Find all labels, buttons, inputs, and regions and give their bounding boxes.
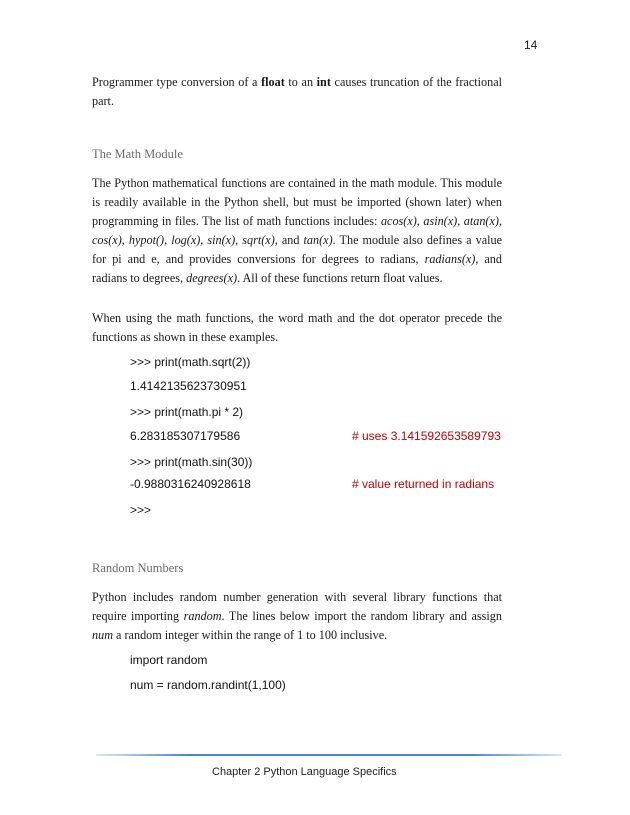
code-line: import random: [130, 653, 208, 667]
footer-divider: [96, 754, 562, 756]
random-p1-word-num: num: [92, 628, 113, 642]
math-p1-text-1: The Python mathematical functions are contained in the math module. This module is readily available in the Python shell, but must be imported (shown later) when programming in files. The list of math functions includes:: [92, 176, 502, 228]
code-line: >>>: [130, 503, 152, 517]
intro-keyword-float: float: [261, 75, 285, 89]
code-line: -0.9880316240928618: [130, 477, 251, 491]
math-p1-degrees: degrees(x): [186, 271, 238, 285]
math-paragraph-1: [92, 174, 502, 288]
math-p1-functions: acos(x), asin(x), atan(x), cos(x), hypot(), log(x), sin(x), sqrt(x),: [92, 214, 502, 247]
random-p1-text-2: . The lines below import the random library and assign: [221, 609, 502, 623]
page-number: 14: [524, 38, 538, 52]
math-paragraph-2: [92, 309, 502, 347]
code-line: >>> print(math.sin(30)): [130, 455, 253, 469]
math-p1-text-4: , and radians to degrees,: [92, 252, 502, 285]
code-comment: # value returned in radians: [352, 477, 495, 491]
code-comment: # uses 3.141592653589793: [352, 429, 501, 443]
intro-text-2: to an: [284, 75, 317, 89]
random-numbers-heading: Random Numbers: [92, 561, 184, 575]
code-line: >>> print(math.sqrt(2)): [130, 355, 251, 369]
intro-text-3: causes truncation of the fractional part.: [92, 75, 503, 108]
intro-paragraph: [92, 73, 502, 111]
random-p1-text-1: Python includes random number generation with several library functions that require importing: [92, 590, 502, 623]
intro-text-1: Programmer type conversion of a: [92, 75, 262, 89]
math-p1-tan: tan(x): [303, 233, 333, 247]
random-paragraph: [92, 588, 502, 645]
math-p1-radians: radians(x): [424, 252, 476, 266]
math-p1-text-5: . All of these functions return float values.: [237, 271, 443, 285]
code-line: 6.283185307179586: [130, 429, 241, 443]
code-line: 1.4142135623730951: [130, 379, 247, 393]
footer-chapter-title: Chapter 2 Python Language Specifics: [212, 766, 397, 778]
random-p1-text-3: a random integer within the range of 1 to 100 inclusive.: [113, 628, 388, 642]
math-p1-text-3: . The module also defines a value for pi and e, and provides conversions for degrees to radians,: [92, 233, 502, 266]
code-line: >>> print(math.pi * 2): [130, 405, 244, 419]
random-p1-word-random: random: [183, 609, 222, 623]
code-line: num = random.randint(1,100): [130, 678, 286, 692]
math-p1-text-2: and: [277, 233, 304, 247]
math-module-heading: The Math Module: [92, 147, 183, 161]
math-p2-text: When using the math functions, the word math and the dot operator precede the functions as shown in these examples.: [92, 311, 502, 344]
intro-keyword-int: int: [316, 75, 331, 89]
